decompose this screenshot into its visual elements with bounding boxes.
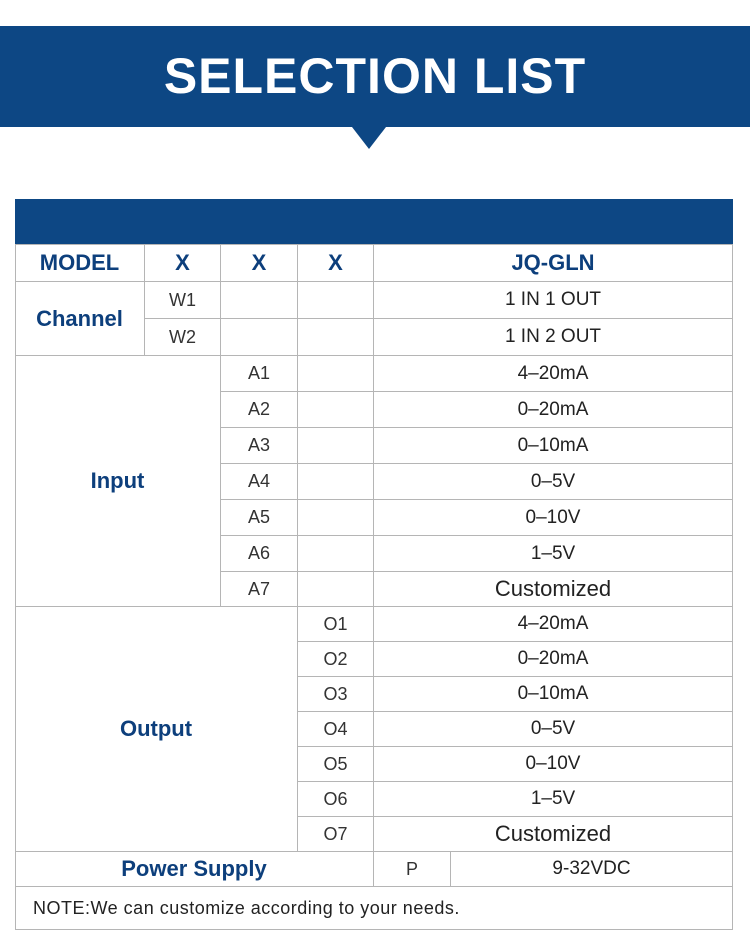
channel-empty (298, 319, 374, 356)
channel-empty (221, 319, 298, 356)
output-value: 0–20mA (374, 642, 733, 677)
input-empty (298, 392, 374, 428)
input-empty (298, 536, 374, 572)
input-empty (298, 356, 374, 392)
table-header-bar (15, 199, 733, 244)
channel-value: 1 IN 1 OUT (374, 282, 733, 319)
output-label: Output (15, 607, 298, 852)
channel-value: 1 IN 2 OUT (374, 319, 733, 356)
input-value: 4–20mA (374, 356, 733, 392)
channel-code: W2 (145, 319, 221, 356)
input-label: Input (15, 356, 221, 607)
header-product: JQ-GLN (374, 244, 733, 282)
power-supply-code: P (374, 852, 451, 887)
input-empty (298, 464, 374, 500)
power-supply-label: Power Supply (15, 852, 374, 887)
output-code: O6 (298, 782, 374, 817)
header-x3: X (298, 244, 374, 282)
input-value: 0–5V (374, 464, 733, 500)
input-code: A5 (221, 500, 298, 536)
power-supply-value: 9-32VDC (451, 852, 733, 887)
input-empty (298, 572, 374, 607)
header-model: MODEL (15, 244, 145, 282)
input-value: 0–20mA (374, 392, 733, 428)
output-code: O3 (298, 677, 374, 712)
output-value: 0–10V (374, 747, 733, 782)
input-code: A3 (221, 428, 298, 464)
output-value: 0–5V (374, 712, 733, 747)
title-banner (0, 26, 750, 127)
output-value: 4–20mA (374, 607, 733, 642)
channel-code: W1 (145, 282, 221, 319)
header-x1: X (145, 244, 221, 282)
channel-empty (298, 282, 374, 319)
channel-empty (221, 282, 298, 319)
input-code: A7 (221, 572, 298, 607)
output-code: O2 (298, 642, 374, 677)
output-value: 0–10mA (374, 677, 733, 712)
output-code: O5 (298, 747, 374, 782)
input-value: 0–10V (374, 500, 733, 536)
output-value: Customized (374, 817, 733, 852)
output-code: O4 (298, 712, 374, 747)
input-value: Customized (374, 572, 733, 607)
input-code: A1 (221, 356, 298, 392)
input-code: A6 (221, 536, 298, 572)
output-code: O1 (298, 607, 374, 642)
channel-label: Channel (15, 282, 145, 356)
input-empty (298, 500, 374, 536)
input-value: 0–10mA (374, 428, 733, 464)
output-value: 1–5V (374, 782, 733, 817)
header-x2: X (221, 244, 298, 282)
input-value: 1–5V (374, 536, 733, 572)
input-code: A2 (221, 392, 298, 428)
input-empty (298, 428, 374, 464)
banner-pointer (352, 127, 386, 149)
input-code: A4 (221, 464, 298, 500)
page-title: SELECTION LIST (163, 48, 587, 104)
note-text: NOTE:We can customize according to your needs. (15, 887, 733, 930)
output-code: O7 (298, 817, 374, 852)
